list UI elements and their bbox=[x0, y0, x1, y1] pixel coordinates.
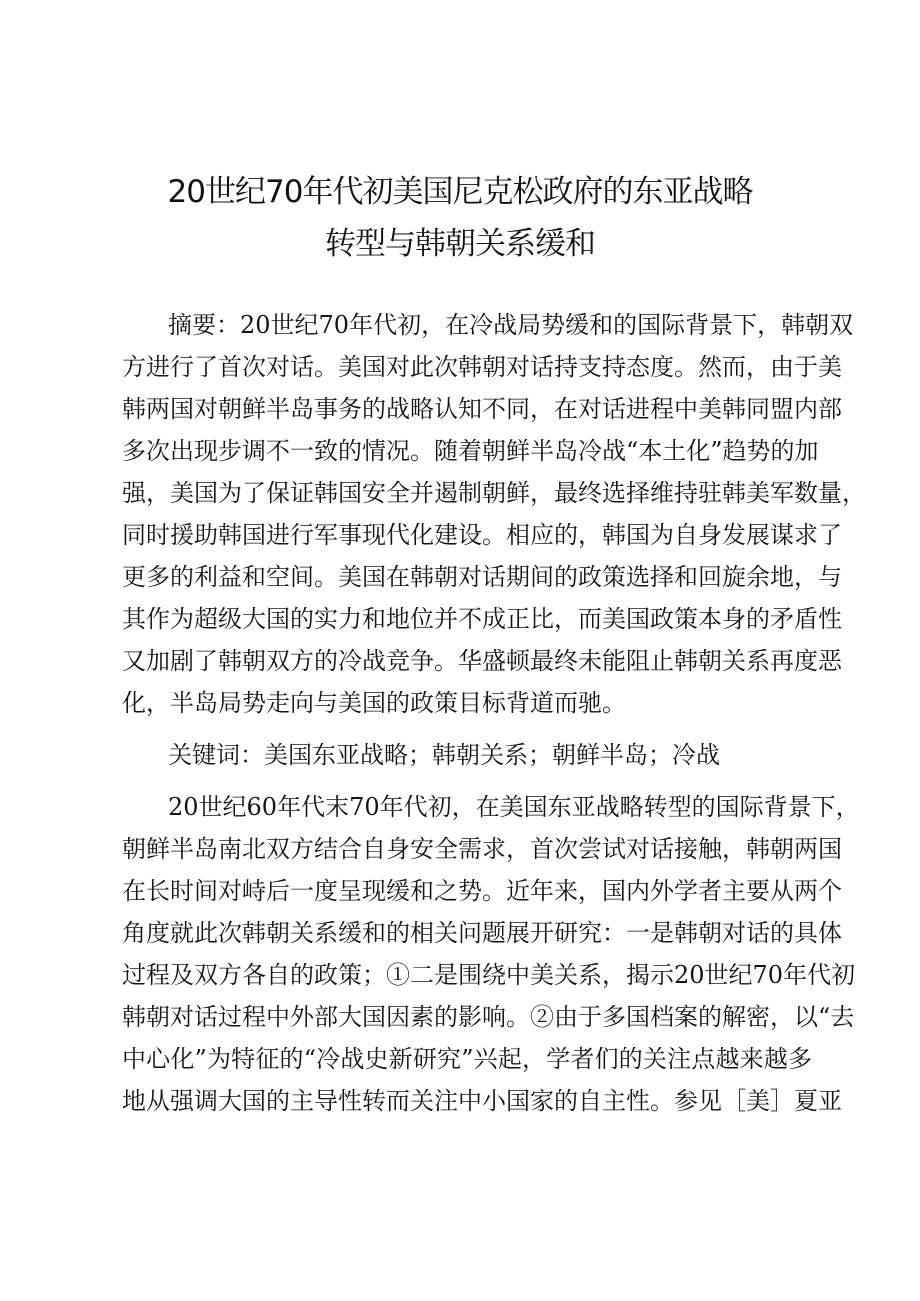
abstract-line: 其作为超级大国的实力和地位并不成正比，而美国政策本身的矛盾性 bbox=[122, 605, 842, 633]
abstract-line: 方进行了首次对话。美国对此次韩朝对话持支持态度。然而，由于美 bbox=[122, 353, 842, 381]
body-line: 朝鲜半岛南北双方结合自身安全需求，首次尝试对话接触，韩朝两国 bbox=[122, 835, 842, 863]
abstract-line: 同时援助韩国进行军事现代化建设。相应的，韩国为自身发展谋求了 bbox=[122, 521, 842, 549]
body-line: 地从强调大国的主导性转而关注中小国家的自主性。参见［美］夏亚 bbox=[122, 1087, 842, 1115]
body-line: 角度就此次韩朝关系缓和的相关问题展开研究：一是韩朝对话的具体 bbox=[122, 919, 842, 947]
body-line: 过程及双方各自的政策；①二是围绕中美关系，揭示20世纪70年代初 bbox=[122, 961, 856, 989]
abstract-line: 摘要：20世纪70年代初，在冷战局势缓和的国际背景下，韩朝双 bbox=[168, 311, 854, 339]
body-line: 中心化”为特征的“冷战史新研究”兴起，学者们的关注点越来越多 bbox=[122, 1045, 812, 1073]
abstract-line: 多次出现步调不一致的情况。随着朝鲜半岛冷战“本土化”趋势的加 bbox=[122, 437, 819, 465]
title-line-1: 20世纪70年代初美国尼克松政府的东亚战略 bbox=[167, 174, 753, 210]
abstract-line: 又加剧了韩朝双方的冷战竞争。华盛顿最终未能阻止韩朝关系再度恶 bbox=[122, 647, 842, 675]
title-line-2: 转型与韩朝关系缓和 bbox=[325, 226, 595, 262]
abstract-line: 韩两国对朝鲜半岛事务的战略认知不同，在对话进程中美韩同盟内部 bbox=[122, 395, 842, 423]
keywords: 关键词：美国东亚战略；韩朝关系；朝鲜半岛；冷战 bbox=[168, 741, 720, 769]
body-line: 20世纪60年代末70年代初，在美国东亚战略转型的国际背景下， bbox=[168, 793, 860, 821]
body-line: 韩朝对话过程中外部大国因素的影响。②由于多国档案的解密，以“去 bbox=[122, 1003, 855, 1031]
abstract-line: 强，美国为了保证韩国安全并遏制朝鲜，最终选择维持驻韩美军数量， bbox=[122, 479, 866, 507]
abstract-line: 更多的利益和空间。美国在韩朝对话期间的政策选择和回旋余地，与 bbox=[122, 563, 842, 591]
body-line: 在长时间对峙后一度呈现缓和之势。近年来，国内外学者主要从两个 bbox=[122, 877, 842, 905]
abstract-line: 化，半岛局势走向与美国的政策目标背道而驰。 bbox=[122, 689, 626, 717]
